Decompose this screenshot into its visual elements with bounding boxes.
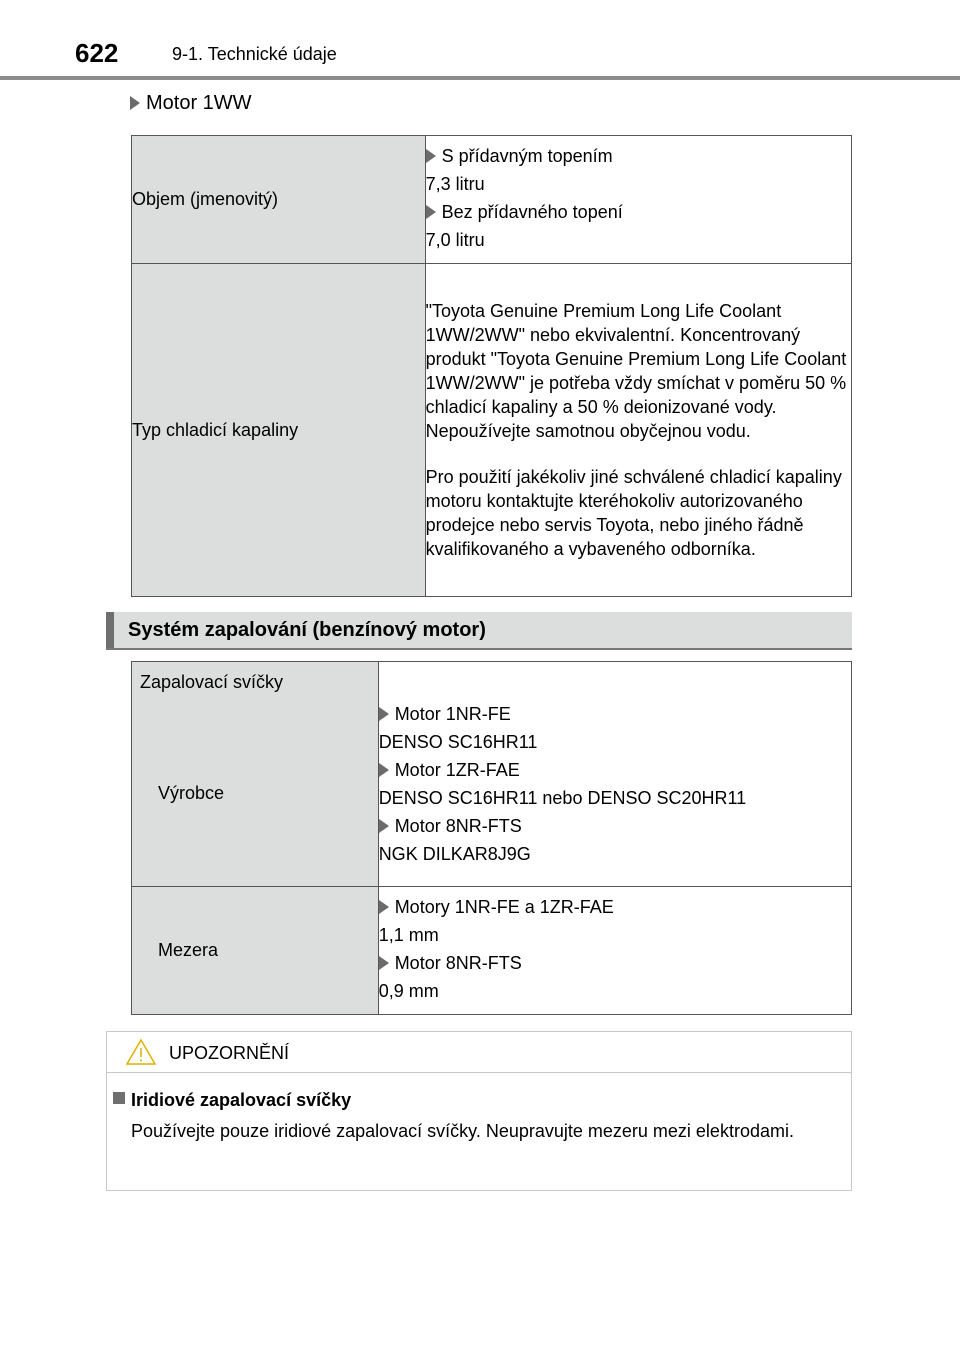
warning-text: Používejte pouze iridiové zapalovací svíčky. Neupravujte mezeru mezi elektrodami. <box>131 1121 794 1141</box>
coolant-type-paragraph-2: Pro použití jakékoliv jiné schválené chladicí kapaliny motoru kontaktujte kteréhokoliv autorizovaného prodejce nebo servis Toyota, nebo jiného řádně kvalifikovaného a vybaveného odborníka. <box>425 467 842 559</box>
square-bullet-icon <box>113 1092 125 1104</box>
bullet-triangle-icon <box>379 763 389 777</box>
bullet-triangle-icon <box>379 900 389 914</box>
bullet-triangle-icon <box>379 819 389 833</box>
bullet-triangle-icon <box>426 149 436 163</box>
warning-triangle-icon <box>125 1038 157 1066</box>
gap-value-2: 0,9 mm <box>378 980 439 1001</box>
volume-value-1: 7,3 litru <box>425 173 485 194</box>
manufacturer-value-2: DENSO SC16HR11 nebo DENSO SC20HR11 <box>378 788 747 808</box>
volume-label: Objem (jmenovitý) <box>132 136 426 264</box>
manufacturer-condition-1: Motor 1NR-FE <box>379 702 851 726</box>
volume-value-2: 7,0 litru <box>425 229 485 250</box>
gap-value-cell <box>378 887 851 1015</box>
bullet-triangle-icon <box>426 205 436 219</box>
coolant-type-value-cell <box>425 264 851 597</box>
table-row <box>132 264 852 597</box>
coolant-table <box>131 135 852 597</box>
manufacturer-value-3: NGK DILKAR8J9G <box>378 844 531 864</box>
section-title: 9-1. Technické údaje <box>172 44 337 64</box>
table-row <box>132 887 852 1015</box>
volume-condition-1: S přídavným topením <box>426 144 851 168</box>
manufacturer-label-cell <box>132 662 379 887</box>
motor-heading <box>130 92 252 115</box>
volume-condition-2: Bez přídavného topení <box>426 200 851 224</box>
warning-subtitle: Iridiové zapalovací svíčky <box>131 1090 352 1110</box>
bullet-triangle-icon <box>379 707 389 721</box>
gap-value-1: 1,1 mm <box>378 924 439 945</box>
bullet-triangle-icon <box>130 96 140 110</box>
table-row <box>132 662 852 887</box>
warning-box <box>106 1031 852 1191</box>
ignition-section-heading <box>106 612 852 648</box>
coolant-type-label: Typ chladicí kapaliny <box>132 264 426 597</box>
gap-condition-2: Motor 8NR-FTS <box>379 951 851 975</box>
warning-header <box>107 1032 851 1073</box>
motor-heading-text: Motor 1WW <box>146 92 252 114</box>
page-number: 622 <box>75 38 119 68</box>
manufacturer-value-cell <box>378 662 851 887</box>
volume-value-cell <box>425 136 851 264</box>
ignition-heading-rule <box>106 648 852 650</box>
table-row <box>132 136 852 264</box>
bullet-triangle-icon <box>379 956 389 970</box>
gap-label: Mezera <box>132 887 379 1015</box>
manufacturer-condition-2: Motor 1ZR-FAE <box>379 758 851 782</box>
manufacturer-label: Výrobce <box>158 783 225 803</box>
gap-condition-1: Motory 1NR-FE a 1ZR-FAE <box>379 895 851 919</box>
ignition-section-title: Systém zapalování (benzínový motor) <box>128 619 486 641</box>
ignition-table <box>131 661 852 1015</box>
page-header <box>0 0 960 82</box>
warning-title: UPOZORNĚNÍ <box>169 1043 290 1063</box>
header-rule <box>0 76 960 80</box>
spark-plugs-label: Zapalovací svíčky <box>140 672 284 692</box>
coolant-type-paragraph-1: "Toyota Genuine Premium Long Life Coolant 1WW/2WW" nebo ekvivalentní. Koncentrovaný produkt "Toyota Genuine Premium Long Life Coolant 1WW/2WW" je potřeba vždy smíchat v poměru 50 % chladicí kapaliny a 50 % deionizované vody. Nepoužívejte samotnou obyčejnou vodu. <box>425 301 847 441</box>
manufacturer-value-1: DENSO SC16HR11 <box>378 732 538 752</box>
manufacturer-condition-3: Motor 8NR-FTS <box>379 814 851 838</box>
